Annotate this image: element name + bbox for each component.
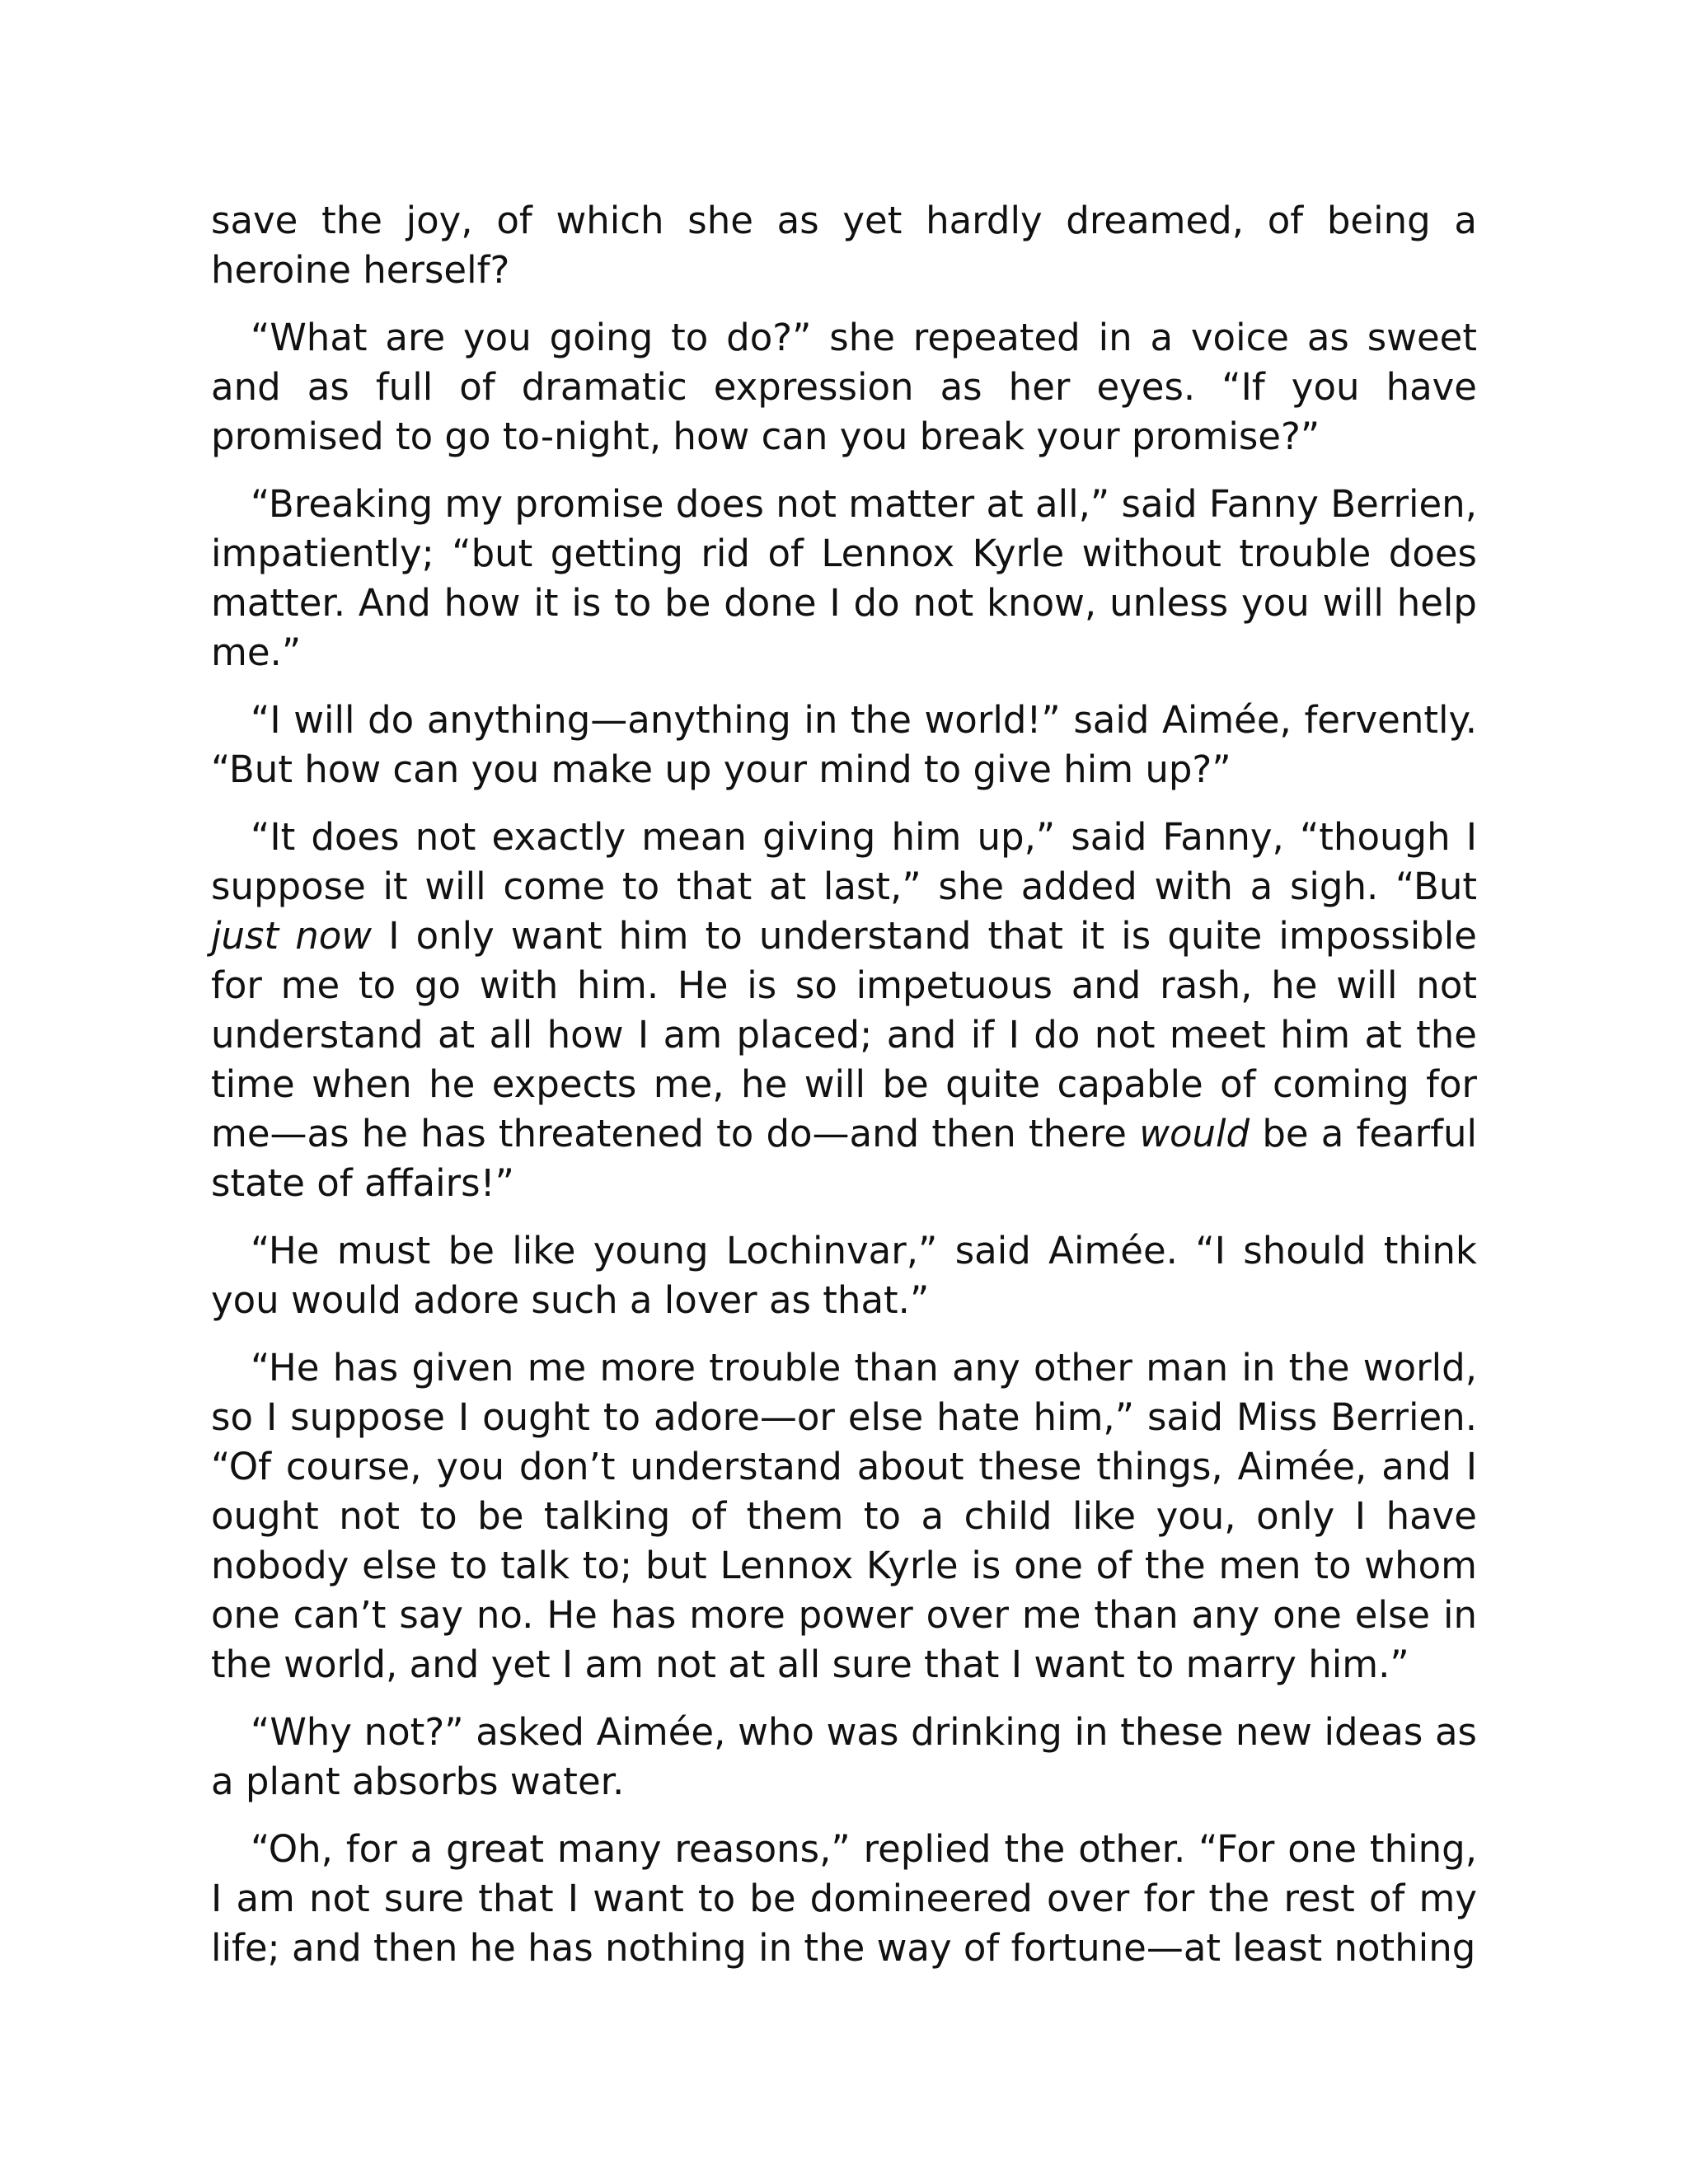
paragraph-6: “He must be like young Lochinvar,” said Aimée. “I should think you would adore such a lover as that.” xyxy=(211,1229,1477,1322)
paragraph-2: “What are you going to do?” she repeated in a voice as sweet and as full of dramatic expression as her eyes. “If you have promised to go to-night, how can you break your promise?” xyxy=(211,316,1477,458)
italic-emphasis: would xyxy=(1139,1112,1250,1155)
paragraph-1: save the joy, of which she as yet hardly dreamed, of being a heroine herself? xyxy=(211,199,1477,292)
paragraph-3: “Breaking my promise does not matter at all,” said Fanny Berrien, impatiently; “but getting rid of Lennox Kyrle without trouble does matter. And how it is to be done I do not know, unless you will help me.” xyxy=(211,482,1477,674)
italic-emphasis: just now xyxy=(211,914,373,958)
paragraph-8: “Why not?” asked Aimée, who was drinking in these new ideas as a plant absorbs water. xyxy=(211,1710,1477,1803)
paragraph-5: “It does not exactly mean giving him up,” said Fanny, “though I suppose it will come to that at last,” she added with a sigh. “But just now I only want him to understand that it is quite impossible for me to go with him. He is so impetuous and rash, he will not understand at all how I am placed; and if I do not meet him at the time when he expects me, he will be quite capable of coming for me—as he has threatened to do—and then there would be a fearful state of affairs!” xyxy=(211,815,1477,1205)
paragraph-9: “Oh, for a great many reasons,” replied the other. “For one thing, I am not sure that I want to be domineered over for the rest of my life; and then he has nothing in the way of fortune—at least nothing xyxy=(211,1827,1477,1970)
page-body xyxy=(211,196,1477,1991)
paragraph-4: “I will do anything—anything in the world!” said Aimée, fervently. “But how can you make up your mind to give him up?” xyxy=(211,698,1477,791)
paragraph-7: “He has given me more trouble than any other man in the world, so I suppose I ought to adore—or else hate him,” said Miss Berrien. “Of course, you don’t understand about these things, Aimée, and I ought not to be talking of them to a child like you, only I have nobody else to talk to; but Lennox Kyrle is one of the men to whom one can’t say no. He has more power over me than any one else in the world, and yet I am not at all sure that I want to marry him.” xyxy=(211,1346,1477,1686)
